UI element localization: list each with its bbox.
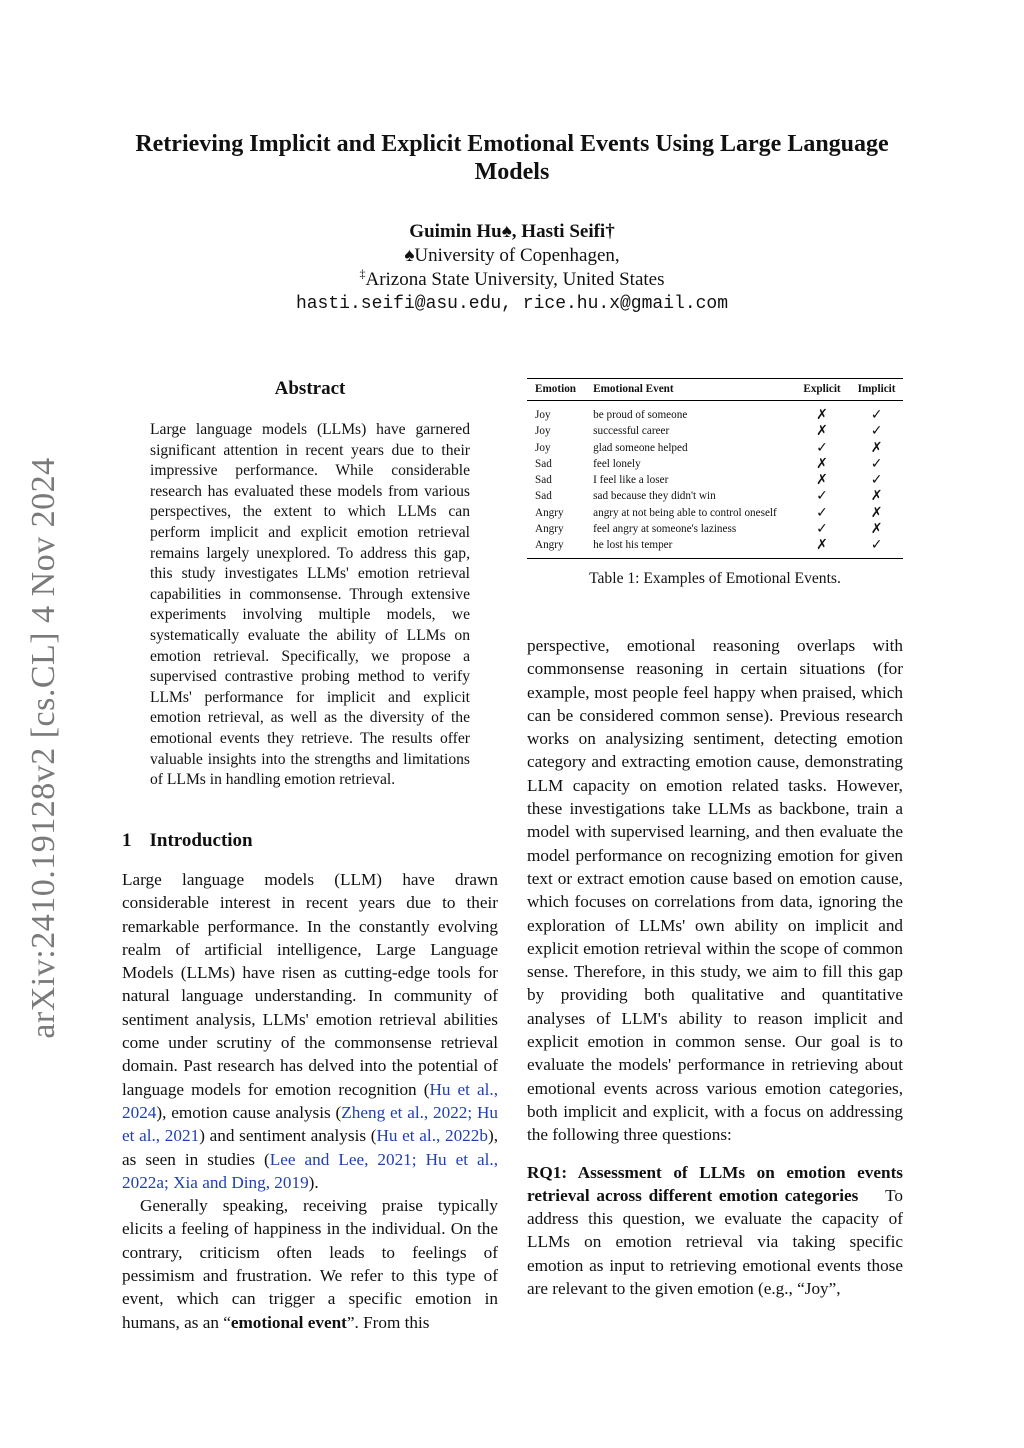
text-run: frustration. — [235, 1266, 320, 1286]
text-run: an — [202, 1312, 224, 1332]
text-run: the — [882, 822, 903, 842]
intro-paragraph-2-start — [122, 1194, 498, 1334]
text-run: happy — [713, 682, 761, 702]
header-explicit: Explicit — [803, 383, 841, 395]
text-run: emotion — [587, 1032, 653, 1052]
text-run: in — [771, 1055, 792, 1075]
text-run: emotion — [764, 1078, 830, 1098]
citation-link[interactable]: Hu et al., 2021 — [122, 1102, 498, 1146]
arxiv-identifier-text: arXiv:2410.19128v2 [cs.CL] 4 Nov 2024 — [25, 456, 62, 1039]
text-run: scope — [780, 938, 824, 958]
text-run: sense). — [726, 705, 780, 725]
text-run: questions: — [662, 1125, 732, 1145]
text-run: retrieval — [644, 938, 706, 958]
text-run: However, — [836, 775, 903, 795]
text-run: (for — [877, 659, 903, 679]
intro-paragraph-1 — [122, 868, 498, 1194]
text-run: praised, — [802, 682, 861, 702]
text-run: on — [578, 729, 606, 749]
text-run: and — [202, 1266, 236, 1286]
text-run: three — [623, 1125, 663, 1145]
text-run: we — [746, 962, 773, 982]
text-run: happiness — [253, 1219, 327, 1239]
text-run: this — [670, 962, 701, 982]
text-run: emotion — [799, 868, 861, 888]
text-run: this — [847, 962, 879, 982]
text-run: evaluate — [527, 1055, 591, 1075]
text-run: focuses — [574, 892, 632, 912]
table-row — [527, 505, 903, 521]
paper-title: Retrieving Implicit and Explicit Emotional Events Using Large Language Models — [135, 131, 889, 185]
text-run: model — [527, 845, 576, 865]
text-run: emotion — [695, 752, 757, 772]
text-run: elicits — [122, 1219, 169, 1239]
cell-explicit: ✗ — [816, 407, 828, 423]
header-event: Emotional Event — [593, 383, 674, 395]
text-run: ”. — [346, 1312, 364, 1332]
intro-right-column — [527, 634, 903, 1300]
text-run: receiving — [303, 1196, 382, 1216]
cell-implicit: ✗ — [870, 504, 883, 521]
affiliation-2 — [110, 268, 914, 292]
text-run: We — [319, 1266, 351, 1286]
cell-emotion: Angry — [535, 539, 564, 552]
text-run: reason — [757, 1008, 814, 1028]
text-run: commonsense — [527, 659, 637, 679]
text-run: providing — [560, 985, 645, 1005]
text-run: the — [345, 1219, 372, 1239]
text-run: type — [445, 1266, 484, 1286]
text-run: quantitative — [821, 985, 903, 1005]
cell-explicit: ✓ — [816, 488, 828, 505]
text-run: emotional — [626, 636, 713, 655]
text-run: with — [714, 1101, 751, 1121]
text-run: supervised — [610, 822, 690, 842]
text-run: and — [591, 752, 622, 772]
text-run: the — [754, 938, 781, 958]
text-run: sentiment, — [693, 729, 775, 749]
text-run: of — [823, 938, 843, 958]
emphasis-term: emotional event — [230, 1312, 347, 1332]
text-run: overlaps — [796, 636, 873, 655]
text-run: to — [889, 1032, 903, 1052]
text-run: implicit — [563, 1101, 623, 1121]
citation-separator: ; — [411, 1149, 426, 1169]
text-run: is — [869, 1032, 890, 1052]
text-run: this — [404, 1312, 430, 1332]
citation-link[interactable]: Hu et al., 2024 — [122, 1079, 498, 1122]
text-run: cause, — [860, 868, 903, 888]
text-run: Large language models (LLM) have drawn considerable interest in recent years due to their remarkable performance. In the constantly evolving realm of artificial intelligence, Large Language Models (LLMs) have risen as cutting-edge tools for natural language understanding. In community of sentiment analysis, LLMs' emotion retrieval abilities come under scrutiny of the commonsense retrieval domain. Past research has delved into the potential of language models for emotion recognition ( — [122, 870, 498, 1099]
text-run: in — [652, 1032, 676, 1052]
text-run: addressing — [829, 1101, 904, 1121]
cell-emotion: Joy — [535, 441, 551, 454]
text-run: demonstrating — [804, 752, 904, 772]
text-run: investigations — [569, 799, 673, 819]
text-run: and — [780, 985, 822, 1005]
text-run: the — [476, 1219, 498, 1239]
text-run: which — [527, 892, 575, 912]
text-run: recognizing — [690, 845, 778, 865]
text-run: ), emotion cause analysis ( — [156, 1102, 342, 1122]
table-row — [527, 401, 903, 424]
table-row — [527, 456, 903, 472]
header-emotion: Emotion — [535, 383, 577, 395]
author-block — [110, 220, 914, 316]
text-run: analyses — [527, 1008, 597, 1028]
text-run: take — [672, 799, 708, 819]
text-run: data, — [779, 892, 819, 912]
rq1-heading: RQ1: Assessment of LLMs on emotion events retrieval across different emotion categories — [527, 1162, 903, 1205]
affiliation-2-mark: ‡ — [359, 266, 366, 281]
cell-explicit: ✓ — [816, 521, 828, 538]
text-run: specific — [348, 1289, 416, 1309]
text-run: extract — [576, 868, 629, 888]
text-run: Generally — [140, 1196, 223, 1216]
text-run: aim — [772, 962, 804, 982]
text-run: retrieving — [791, 1055, 865, 1075]
text-run: qualitative — [691, 985, 781, 1005]
text-run: reasoning — [712, 636, 797, 655]
text-run: focus — [763, 1101, 807, 1121]
text-run: on — [806, 1101, 830, 1121]
cell-implicit: ✓ — [870, 407, 883, 423]
emotional-events-table — [527, 378, 903, 559]
text-run: On — [450, 1219, 477, 1239]
text-run: which — [176, 1289, 232, 1309]
affiliation-1: ♠University of Copenhagen, — [404, 245, 620, 266]
text-run: exploration — [527, 915, 616, 935]
text-run: to — [381, 1242, 413, 1262]
text-run: situations — [799, 659, 878, 679]
text-run: these — [527, 799, 570, 819]
text-run: of — [483, 1266, 498, 1286]
text-run: capacity — [572, 775, 640, 795]
text-run: cause, — [756, 752, 805, 772]
text-run: emotion — [415, 1289, 485, 1309]
citation-link[interactable]: Hu et al., 2022a — [122, 1149, 498, 1192]
cell-explicit: ✗ — [816, 423, 828, 440]
text-run: be — [556, 705, 580, 725]
text-run: on — [667, 845, 691, 865]
text-run: about — [864, 1055, 904, 1075]
text-run: text — [527, 868, 558, 888]
text-run: fill — [822, 962, 848, 982]
text-run: train — [856, 799, 896, 819]
text-run: sense. — [744, 1032, 795, 1052]
text-run: in — [651, 962, 671, 982]
text-run: following — [552, 1125, 624, 1145]
text-run: praise — [381, 1196, 438, 1216]
text-run: and — [755, 822, 785, 842]
abstract-heading: Abstract — [274, 378, 346, 399]
cell-emotion: Joy — [535, 425, 551, 438]
text-run: and — [878, 1008, 903, 1028]
text-run: in — [326, 1219, 346, 1239]
table-header-row — [527, 379, 903, 401]
cell-explicit: ✓ — [816, 504, 828, 521]
text-run: of — [483, 1242, 498, 1262]
citation-link[interactable]: Xia and Ding, 2019 — [173, 1172, 309, 1192]
arxiv-identifier — [16, 455, 72, 1040]
text-run: detecting — [774, 729, 847, 749]
text-run: when — [760, 682, 803, 702]
text-run: given — [864, 845, 903, 865]
text-run: Our — [794, 1032, 831, 1052]
text-run: ). — [308, 1172, 319, 1192]
text-run: both — [644, 985, 692, 1005]
section-heading-introduction — [122, 830, 253, 852]
text-run: correlations — [654, 892, 741, 912]
text-run: the — [590, 1055, 619, 1075]
text-run: criticism — [199, 1242, 277, 1262]
text-run: emotion — [583, 938, 645, 958]
text-run: or — [557, 868, 577, 888]
text-run: emotion — [846, 729, 903, 749]
text-run: related — [731, 775, 789, 795]
text-run: of — [596, 1008, 622, 1028]
text-run: explicit, — [652, 1101, 715, 1121]
cell-implicit: ✓ — [870, 423, 883, 440]
text-run: which — [860, 682, 903, 702]
text-run: Therefore, — [573, 962, 652, 982]
text-run: with — [872, 636, 903, 655]
text-run: emotional — [527, 1078, 604, 1098]
text-run: and — [622, 1101, 653, 1121]
abstract-text: Large language models (LLMs) have garnered significant attention in recent years due to their impressive performance. While considerable research has evaluated these models from various perspectives, the extent to which LLMs can perform implicit and explicit emotion retrieval remains largely unexplored. To address this gap, this study investigates LLMs' emotion retrieval capabilities in commonsense. Through extensive experiments involving multiple models, we systematically evaluate the ability of LLMs on emotion retrieval. Specifically, we propose a supervised contrastive probing method to verify LLMs' performance for implicit and explicit emotion retrieval, as well as the diversity of the emotional events they retrieve. The results offer valuable insights into the strengths and limitations of LLMs in handling emotion retrieval. — [150, 421, 470, 789]
citation-link[interactable]: Zheng et al., 2022 — [341, 1102, 468, 1122]
text-run: feel — [683, 682, 714, 702]
text-run: own — [694, 915, 735, 935]
text-run: and — [878, 915, 904, 935]
text-run: research — [845, 705, 904, 725]
text-run: common — [659, 705, 727, 725]
cell-emotion: Sad — [535, 457, 552, 470]
text-run: as — [757, 799, 780, 819]
cell-event: sad because they didn't win — [593, 490, 716, 503]
text-run: ), as seen in studies ( — [122, 1126, 498, 1169]
text-run: on — [639, 775, 667, 795]
text-run: From — [363, 1312, 405, 1332]
text-run: LLMs — [707, 799, 758, 819]
cell-emotion: Angry — [535, 506, 564, 519]
text-run: emotion — [777, 845, 840, 865]
table-row — [527, 488, 903, 504]
text-run: category — [527, 752, 592, 772]
cell-event: feel angry at someone's laziness — [593, 523, 737, 536]
text-run: pessimism — [122, 1266, 203, 1286]
author-emails: hasti.seifi@asu.edu, rice.hu.x@gmail.com — [295, 294, 729, 314]
text-run: based — [733, 868, 778, 888]
section-title: Introduction — [149, 830, 253, 851]
cell-explicit: ✗ — [816, 455, 828, 472]
table — [527, 378, 903, 559]
text-run: both — [527, 1101, 564, 1121]
text-run: explicit — [527, 1032, 588, 1052]
text-run: models' — [618, 1055, 678, 1075]
text-run: leads — [329, 1242, 382, 1262]
text-run: sense. — [527, 962, 574, 982]
section-number: 1 — [122, 830, 132, 851]
text-run: in — [484, 1289, 498, 1309]
text-run: certain — [740, 659, 800, 679]
text-run: the — [882, 892, 903, 912]
text-run: categories, — [829, 1078, 904, 1098]
text-run: ignoring — [818, 892, 882, 912]
text-run: the — [527, 1125, 553, 1145]
text-run: to — [733, 1008, 758, 1028]
text-run: works — [527, 729, 579, 749]
cell-event: I feel like a loser — [593, 474, 669, 487]
text-run: from — [740, 892, 780, 912]
text-run: by — [527, 985, 561, 1005]
text-run: considered — [579, 705, 660, 725]
citation-separator: ; — [164, 1172, 174, 1192]
cell-explicit: ✓ — [816, 439, 828, 456]
cell-implicit: ✗ — [870, 521, 883, 538]
text-run: contrary, — [122, 1242, 200, 1262]
text-run: emotion — [666, 775, 732, 795]
text-run: model — [527, 822, 576, 842]
table-row — [527, 537, 903, 558]
text-run: cause — [689, 868, 734, 888]
text-run: study, — [700, 962, 747, 982]
text-run: with — [575, 822, 611, 842]
text-run: on — [777, 868, 800, 888]
text-run: across — [655, 1078, 707, 1098]
text-run: gap — [878, 962, 904, 982]
cell-emotion: Joy — [535, 409, 551, 421]
text-run: LLM's — [621, 1008, 679, 1028]
text-run: tasks. — [788, 775, 837, 795]
text-run: events — [603, 1078, 656, 1098]
text-run: analysizing — [605, 729, 694, 749]
table-caption: Table 1: Examples of Emotional Events. — [589, 570, 841, 587]
text-run: can — [231, 1289, 269, 1309]
text-run: a — [895, 799, 903, 819]
table-row — [527, 423, 903, 439]
text-run: various — [706, 1078, 765, 1098]
text-run: humans, — [122, 1312, 185, 1332]
text-run: then — [784, 822, 820, 842]
cell-event: feel lonely — [593, 457, 641, 470]
text-run: emotion — [628, 868, 690, 888]
cell-event: angry at not being able to control oneself — [593, 506, 777, 519]
cell-implicit: ✓ — [870, 537, 883, 554]
text-run: backbone, — [779, 799, 857, 819]
text-run: in — [715, 659, 741, 679]
text-run: on — [788, 915, 815, 935]
text-run: ) and sentiment analysis ( — [199, 1126, 377, 1146]
text-run: to — [803, 962, 823, 982]
text-run: for — [839, 845, 865, 865]
text-run: reasoning — [636, 659, 716, 679]
text-run: ability — [678, 1008, 734, 1028]
cell-explicit: ✗ — [816, 472, 828, 489]
text-run: performance — [575, 845, 668, 865]
text-run: people — [632, 682, 684, 702]
text-run: perspective, — [527, 636, 627, 655]
text-run: a — [327, 1289, 349, 1309]
text-run: LLMs' — [639, 915, 695, 935]
text-run: of — [615, 915, 640, 935]
text-run: evaluate — [819, 822, 882, 842]
text-run: within — [706, 938, 755, 958]
text-run: implicit — [813, 1008, 879, 1028]
intro-paragraph-2-continued — [527, 634, 903, 1147]
text-run: goal — [830, 1032, 870, 1052]
cell-emotion: Angry — [535, 523, 564, 536]
text-run: “ — [223, 1312, 231, 1332]
table-row — [527, 440, 903, 456]
cell-implicit: ✓ — [870, 455, 883, 472]
text-run: typically — [437, 1196, 498, 1216]
text-run: individual. — [371, 1219, 451, 1239]
cell-implicit: ✗ — [870, 439, 883, 456]
affiliation-2-text: Arizona State University, United States — [365, 269, 665, 290]
text-run: example, — [527, 682, 595, 702]
author-names: Guimin Hu♠, Hasti Seifi† — [409, 221, 615, 242]
citation-link[interactable]: Hu et al., 2022b — [376, 1126, 488, 1146]
text-run: speaking, — [222, 1196, 304, 1216]
text-run: common — [842, 938, 903, 958]
research-question-1 — [527, 1161, 903, 1301]
text-run: explicit — [527, 938, 584, 958]
cell-emotion: Sad — [535, 474, 552, 487]
text-run: often — [276, 1242, 330, 1262]
text-run: trigger — [268, 1289, 328, 1309]
cell-event: successful career — [593, 425, 670, 438]
table-row — [527, 521, 903, 537]
cell-event: glad someone helped — [593, 441, 688, 454]
text-run: Previous — [779, 705, 846, 725]
text-run: this — [412, 1266, 446, 1286]
citation-link[interactable]: Lee and Lee, 2021 — [269, 1149, 412, 1169]
text-run: refer — [350, 1266, 392, 1286]
header-implicit: Implicit — [857, 383, 896, 395]
text-run: as — [184, 1312, 203, 1332]
text-run: can — [527, 705, 557, 725]
text-run: event, — [122, 1289, 177, 1309]
cell-explicit: ✗ — [816, 537, 828, 554]
text-run: learning, — [689, 822, 756, 842]
text-run: performance — [677, 1055, 772, 1075]
citation-separator: ; — [467, 1102, 477, 1122]
text-run: most — [594, 682, 633, 702]
cell-implicit: ✗ — [870, 488, 883, 505]
text-run: to — [391, 1266, 413, 1286]
text-run: a — [168, 1219, 182, 1239]
text-run: extracting — [621, 752, 696, 772]
cell-emotion: Sad — [535, 490, 552, 503]
text-run: common — [675, 1032, 745, 1052]
cell-implicit: ✓ — [870, 472, 883, 489]
text-run: feeling — [181, 1219, 235, 1239]
intro-left-column — [122, 868, 498, 1334]
text-run: feelings — [412, 1242, 484, 1262]
text-run: LLM — [527, 775, 573, 795]
text-run: on — [631, 892, 655, 912]
cell-event: be proud of someone — [593, 409, 688, 421]
text-run: implicit — [814, 915, 879, 935]
text-run: ability — [734, 915, 788, 935]
rq1-text: To address this question, we evaluate the capacity of LLMs on emotion retrieval via taking specific emotion as input to retrieving emotional events those are relevant to the given emotion (e.g., “Joy”, — [527, 1185, 903, 1299]
table-row — [527, 472, 903, 488]
text-run: of — [234, 1219, 254, 1239]
cell-event: he lost his temper — [593, 539, 673, 552]
text-run: a — [750, 1101, 764, 1121]
